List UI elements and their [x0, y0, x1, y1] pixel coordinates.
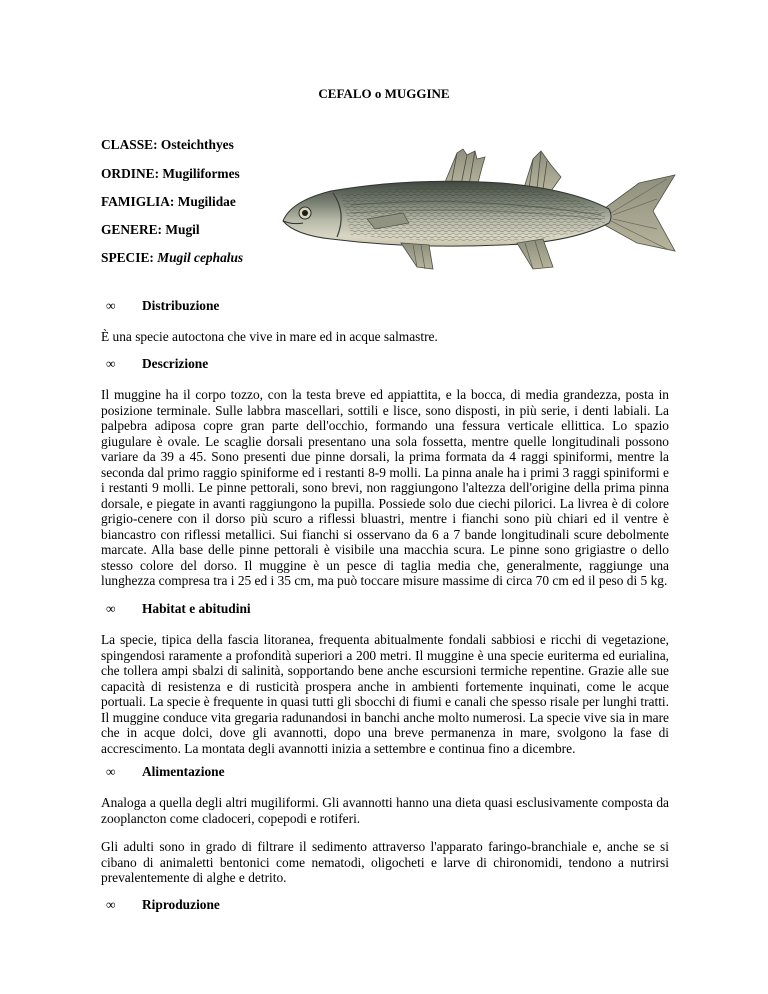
section-heading-habitat: ∞ Habitat e abitudini [106, 601, 251, 616]
bullet-icon: ∞ [106, 897, 116, 912]
taxonomy-family [101, 194, 236, 210]
taxonomy-species-value: Mugil cephalus [157, 250, 244, 265]
bullet-icon: ∞ [106, 356, 116, 371]
taxonomy-genus [101, 222, 200, 238]
section-heading-descrizione: ∞ Descrizione [106, 356, 209, 371]
paragraph-distribuzione: È una specie autoctona che vive in mare ed in acque salmastre. [101, 329, 438, 344]
paragraph-habitat: La specie, tipica della fascia litoranea, frequenta abitualmente fondali sabbiosi e ricchi di vegetazione, spingendosi raramente a profondità superiori a 200 metri. Il muggine è una specie euriterma ed eurialina, che tollera ampi sbalzi di salinità, sopportando bene anche escursioni termiche repentine. Grazie alle sue capacità di resistenza e di rusticità prospera anche in ambienti fortemente inquinati, come le acque portuali. La specie è frequente in quasi tutti gli sbocchi di fiumi e canali che spesso risale per lunghi tratti. Il muggine conduce vita gregaria radunandosi in banchi anche molto numerosi. La specie vive sia in mare che in acque dolci, dove gli avannotti, dopo una breve permanenza in mare, svolgono la fase di accrescimento. La montata degli avannotti inizia a settembre e continua fino a dicembre. [101, 632, 669, 756]
taxonomy-order-value: Mugiliformes [162, 166, 240, 181]
page-title: CEFALO o MUGGINE [318, 86, 450, 101]
paragraph-descrizione: Il muggine ha il corpo tozzo, con la testa breve ed appiattita, e la bocca, di media grandezza, posta in posizione terminale. Sulle labbra mascellari, sottili e lisce, sono disposti, in più serie, i denti labiali. La palpebra adiposa copre gran parte dell'occhio, formando una fessura verticale ellittica. Lo spazio giugulare è ovale. Le scaglie dorsali presentano una sola fossetta, mentre quelle longitudinali possono variare da 39 a 45. Sono presenti due pinne dorsali, la prima formata da 4 raggi spiniformi, mentre la seconda dal primo raggio spiniforme ed i restanti 8-9 molli. La pinna anale ha i primi 3 raggi spiniformi e i restanti 9 molli. Le pinne pettorali, sono brevi, non raggiungono l'altezza dell'origine della prima pinna dorsale, e piegate in avanti raggiungono la pupilla. Possiede solo due ciechi pilorici. La livrea è di colore grigio-cenere con il dorso più scuro a riflessi bluastri, mentre i fianchi sono più chiari ed il ventre è biancastro con riflessi metallici. Sui fianchi si osservano da 6 a 7 bande longitudinali scure debolmente marcate. Alla base delle pinne pettorali è visibile una macchia scura. Le pinne sono grigiastre o dello stesso colore del dorso. Il muggine è un pesce di taglia media che, generalmente, raggiunge una lunghezza compresa tra i 25 ed i 35 cm, ma può toccare misure massime di circa 70 cm ed il peso di 5 kg. [101, 387, 669, 588]
paragraph-alimentazione-1: Analoga a quella degli altri mugiliformi. Gli avannotti hanno una dieta quasi esclusivamente composta da zooplancton come cladoceri, copepodi e rotiferi. [101, 795, 669, 826]
taxonomy-genus-label: GENERE: [101, 222, 163, 237]
section-heading-distribuzione: ∞ Distribuzione [106, 298, 220, 313]
taxonomy-species [101, 250, 243, 266]
taxonomy-family-label: FAMIGLIA: [101, 194, 175, 209]
taxonomy-order [101, 166, 240, 182]
taxonomy-family-value: Mugilidae [177, 194, 236, 209]
bullet-icon: ∞ [106, 601, 116, 616]
taxonomy-species-label: SPECIE: [101, 250, 154, 265]
bullet-icon: ∞ [106, 764, 116, 779]
paragraph-alimentazione-2: Gli adulti sono in grado di filtrare il sedimento attraverso l'apparato faringo-branchiale e, anche se si cibano di animaletti bentonici come nematodi, oligocheti e larve di chironomidi, tendono a nutrirsi prevalentemente di alghe e detrito. [101, 839, 669, 885]
taxonomy-class [101, 137, 234, 153]
taxonomy-class-label: CLASSE: [101, 137, 158, 152]
section-heading-alimentazione: ∞ Alimentazione [106, 764, 225, 779]
fish-illustration [271, 139, 681, 287]
taxonomy-class-value: Osteichthyes [160, 137, 234, 152]
taxonomy-order-label: ORDINE: [101, 166, 160, 181]
taxonomy-genus-value: Mugil [165, 222, 200, 237]
bullet-icon: ∞ [106, 298, 116, 313]
section-heading-riproduzione: ∞ Riproduzione [106, 897, 220, 912]
